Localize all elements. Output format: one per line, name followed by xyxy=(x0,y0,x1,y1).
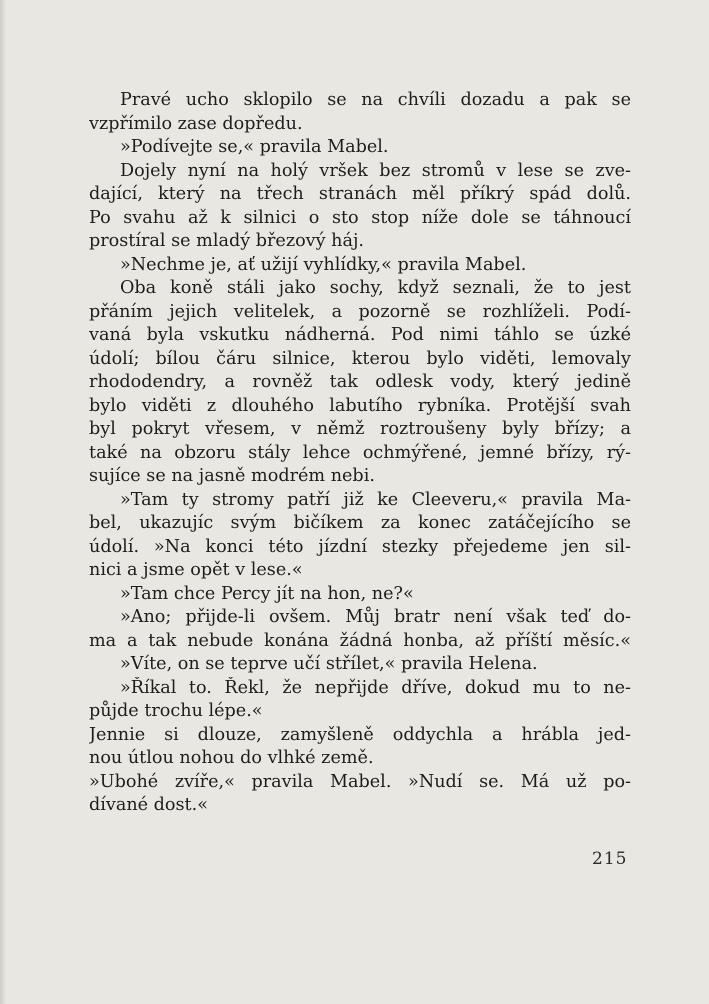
text-line: »Tam chce Percy jít na hon, ne?« xyxy=(120,583,414,604)
text-line: ma a tak nebude konána žádná honba, až příští měsíc.« xyxy=(89,630,631,651)
text-line: »Ano; přijde-li ovšem. Můj bratr není však teď do- xyxy=(120,607,631,627)
text-line: »Říkal to. Řekl, že nepřijde dříve, dokud mu to ne- xyxy=(120,677,631,698)
text-line: údolí. »Na konci této jízdní stezky přejedeme jen sil- xyxy=(89,536,631,557)
text-line: vaná byla vskutku nádherná. Pod nimi táhlo se úzké xyxy=(89,325,631,345)
text-line: Jennie si dlouze, zamyšleně oddychla a hrábla jed- xyxy=(89,724,631,745)
page-gutter-shadow xyxy=(0,0,6,1004)
text-line: vzpřímilo zase dopředu. xyxy=(89,113,303,134)
text-line: byl pokryt vřesem, v němž roztroušeny byly břízy; a xyxy=(89,419,631,439)
text-line: Oba koně stáli jako sochy, když seznali, že to jest xyxy=(120,278,631,298)
text-line: Dojely nyní na holý vršek bez stromů v lese se zve- xyxy=(120,160,631,181)
text-line: »Podívejte se,« pravila Mabel. xyxy=(120,137,389,157)
text-line: nou útlou nohou do vlhké země. xyxy=(89,748,374,768)
text-line: Pravé ucho sklopilo se na chvíli dozadu a pak se xyxy=(120,90,631,110)
text-line: bylo viděti z dlouhého labutího rybníka. Protější svah xyxy=(89,395,631,416)
text-line: také na obzoru stály lehce ochmýřené, jemné břízy, rý- xyxy=(89,442,631,463)
body-text xyxy=(89,89,631,818)
text-line: Po svahu až k silnici o sto stop níže dole se táhnoucí xyxy=(89,207,631,228)
text-line: bel, ukazujíc svým bičíkem za konec zatáčejícího se xyxy=(89,513,631,533)
page-number: 215 xyxy=(592,849,628,869)
text-line: »Nechme je, ať užijí vyhlídky,« pravila Mabel. xyxy=(120,254,527,275)
text-line: prostíral se mladý březový háj. xyxy=(89,231,365,251)
text-line: půjde trochu lépe.« xyxy=(89,701,263,721)
text-line: údolí; bílou čáru silnice, kterou bylo viděti, lemovaly xyxy=(89,348,631,369)
text-line: přáním jejich velitelek, a pozorně se rozhlíželi. Podí- xyxy=(89,301,631,322)
text-line: nici a jsme opět v lese.« xyxy=(89,560,303,580)
text-line: »Ubohé zvíře,« pravila Mabel. »Nudí se. Má už po- xyxy=(89,771,631,792)
text-line: dající, který na třech stranách měl příkrý spád dolů. xyxy=(89,184,631,204)
text-line: »Tam ty stromy patří již ke Cleeveru,« pravila Ma- xyxy=(120,489,631,510)
text-line: dívané dost.« xyxy=(89,795,208,815)
text-line: sujíce se na jasně modrém nebi. xyxy=(89,466,375,486)
text-line: rhododendry, a rovněž tak odlesk vody, který jedině xyxy=(89,372,631,392)
text-line: »Víte, on se teprve učí střílet,« pravila Helena. xyxy=(120,654,538,674)
